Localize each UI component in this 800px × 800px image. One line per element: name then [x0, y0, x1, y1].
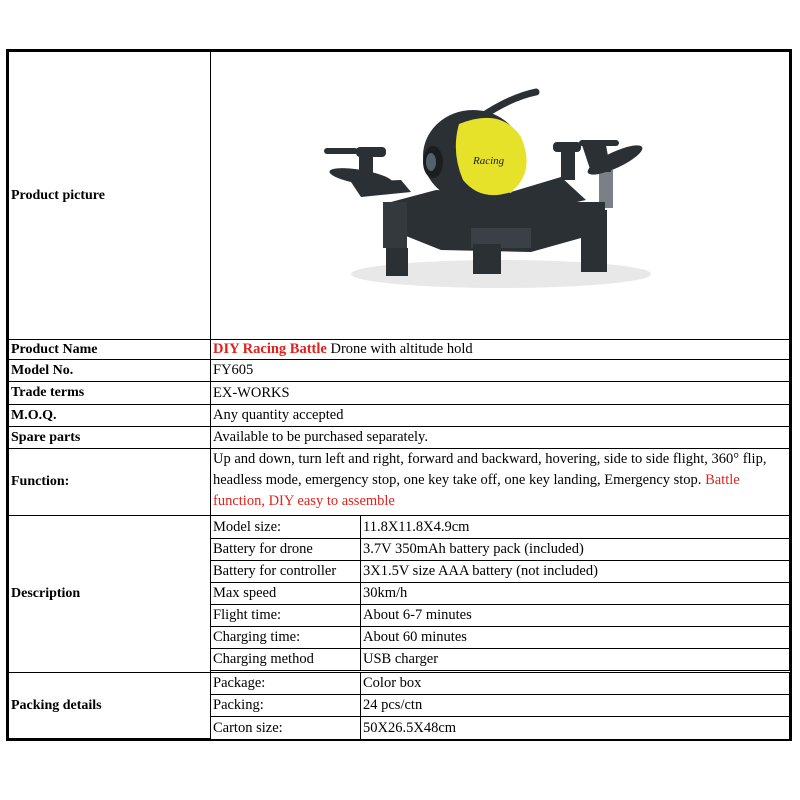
function-text: Up and down, turn left and right, forward and backward, hovering, side to side flight, 360° flip, headless mode, emergency stop, one key take off, one key landing, Emergency stop.: [213, 451, 767, 488]
spare-parts-value: Available to be purchased separately.: [210, 426, 790, 449]
description-row-key: Flight time:: [210, 604, 361, 627]
function-value: [210, 448, 790, 516]
product-name-label: Product Name: [8, 339, 211, 360]
description-row-value: 3X1.5V size AAA battery (not included): [360, 560, 790, 583]
description-label: Description: [8, 515, 211, 673]
description-row-key: Charging time:: [210, 626, 361, 649]
product-name-highlight: DIY Racing Battle: [213, 341, 327, 357]
description-row-key: Model size:: [210, 515, 361, 539]
description-row-key: Battery for drone: [210, 538, 361, 561]
description-row-key: Battery for controller: [210, 560, 361, 583]
packing-row-key: Carton size:: [210, 716, 361, 740]
model-value: FY605: [210, 359, 790, 382]
packing-row-value: 50X26.5X48cm: [360, 716, 790, 740]
moq-label: M.O.Q.: [8, 404, 211, 427]
trade-terms-label: Trade terms: [8, 381, 211, 405]
product-name-value: [210, 339, 790, 360]
trade-terms-value: EX-WORKS: [210, 381, 790, 405]
description-row-value: 30km/h: [360, 582, 790, 605]
description-row-key: Charging method: [210, 648, 361, 671]
packing-row-value: 24 pcs/ctn: [360, 694, 790, 717]
description-row-value: About 6-7 minutes: [360, 604, 790, 627]
packing-details-label: Packing details: [8, 672, 211, 739]
spare-parts-label: Spare parts: [8, 426, 211, 449]
spec-sheet: [6, 49, 792, 741]
product-picture-label: Product picture: [8, 51, 211, 340]
drone-image: [211, 52, 789, 339]
product-picture-cell: [210, 51, 790, 340]
product-name-rest: Drone with altitude hold: [326, 341, 473, 357]
moq-value: Any quantity accepted: [210, 404, 790, 427]
description-row-key: Max speed: [210, 582, 361, 605]
description-row-value: 11.8X11.8X4.9cm: [360, 515, 790, 539]
function-highlight: Battle function, DIY easy to assemble: [213, 472, 740, 509]
description-row-value: 3.7V 350mAh battery pack (included): [360, 538, 790, 561]
description-row-value: USB charger: [360, 648, 790, 671]
model-label: Model No.: [8, 359, 211, 382]
packing-row-key: Packing:: [210, 694, 361, 717]
packing-row-key: Package:: [210, 672, 361, 695]
function-label: Function:: [8, 448, 211, 516]
description-row-value: About 60 minutes: [360, 626, 790, 649]
packing-row-value: Color box: [360, 672, 790, 695]
svg-text:Racing: Racing: [473, 155, 505, 167]
